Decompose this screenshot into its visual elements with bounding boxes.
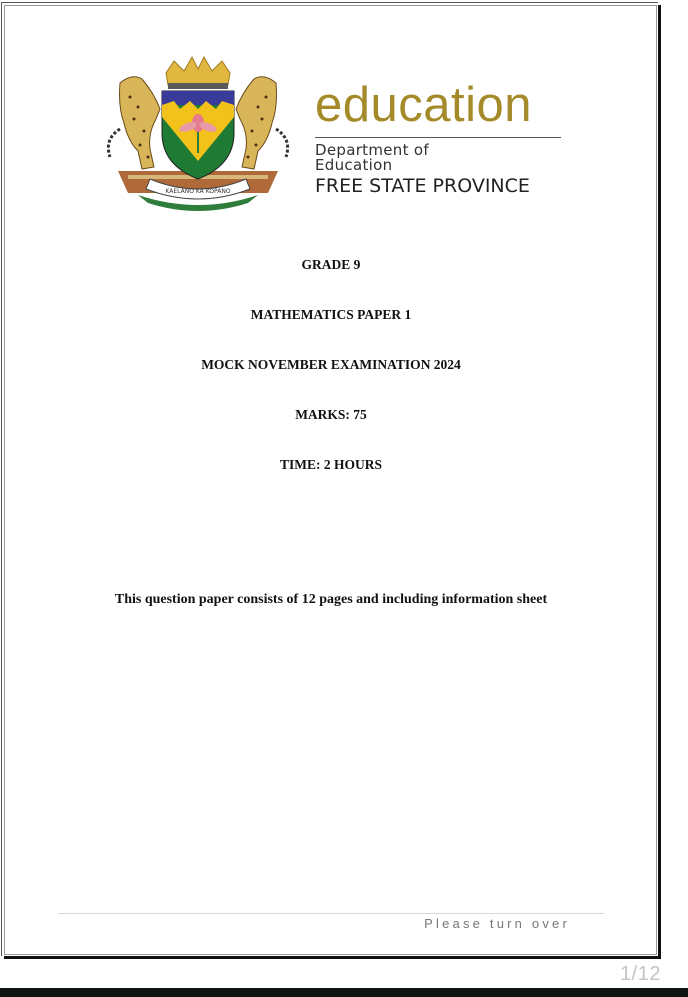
time-heading: TIME: 2 HOURS	[279, 457, 382, 472]
page-counter: 1/12	[620, 963, 661, 985]
document-page[interactable]	[1, 2, 658, 956]
department-line-2: Education	[315, 156, 393, 174]
brand-divider	[315, 137, 561, 138]
coat-of-arms-logo	[98, 53, 298, 213]
pages-note: This question paper consists of 12 pages and including information sheet	[114, 592, 548, 607]
viewer-bottom-bar	[0, 988, 688, 997]
footer-divider	[58, 913, 604, 914]
coat-of-arms-icon	[98, 53, 298, 213]
brand-wordmark: education	[315, 78, 533, 132]
marks-heading: MARKS: 75	[295, 407, 367, 422]
exam-heading: MOCK NOVEMBER EXAMINATION 2024	[201, 357, 461, 372]
subject-heading: MATHEMATICS PAPER 1	[250, 307, 412, 322]
department-branding	[315, 77, 565, 197]
province-name: FREE STATE PROVINCE	[315, 175, 530, 197]
grade-heading: GRADE 9	[301, 257, 361, 272]
svg-text:KAELANO KA KOPANO: KAELANO KA KOPANO	[165, 188, 231, 195]
department-line-1: Department of	[315, 141, 429, 159]
turn-over-note: Please turn over	[424, 916, 570, 931]
